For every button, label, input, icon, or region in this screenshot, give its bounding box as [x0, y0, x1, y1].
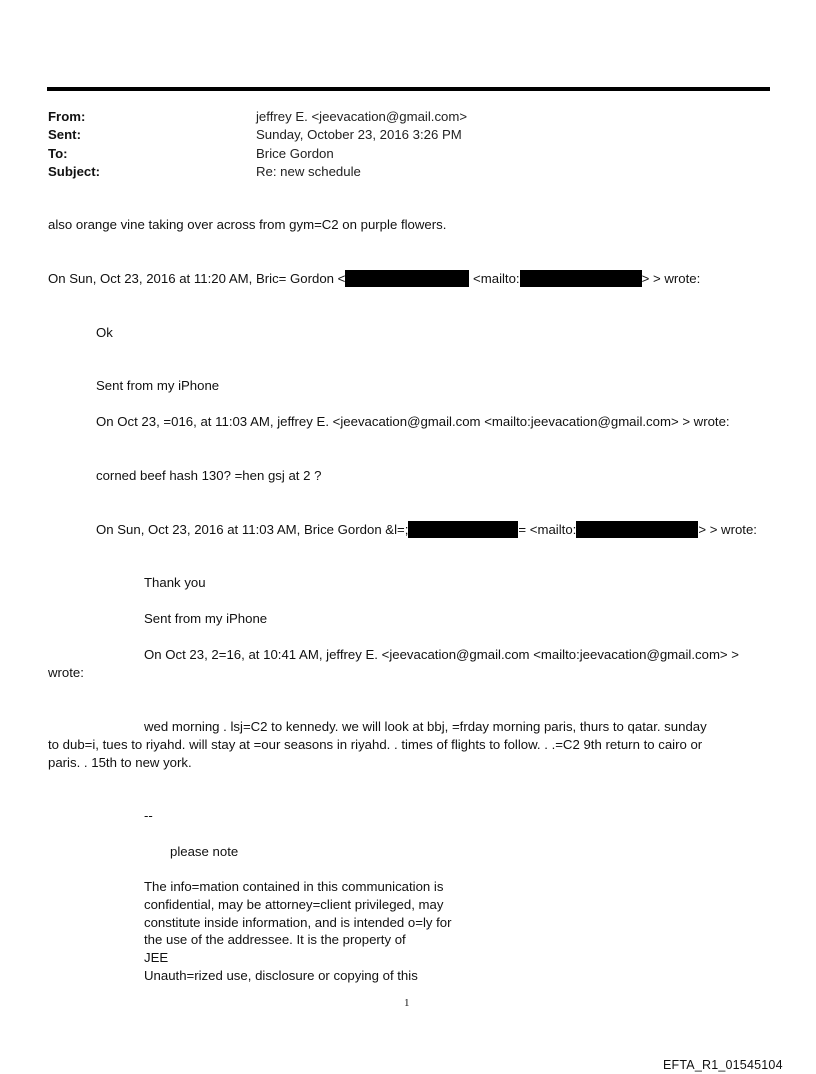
body-line-vine: also orange vine taking over across from gym=C2 on purple flowers.: [48, 217, 447, 232]
sent-from-iphone-2: Sent from my iPhone: [144, 611, 268, 626]
reply-header-1-suffix: > > wrote:: [641, 271, 701, 286]
reply-header-1-prefix: On Sun, Oct 23, 2016 at 11:20 AM, Bric= Gordon <: [48, 271, 346, 286]
reply-header-3-suffix: > > wrote:: [698, 522, 757, 537]
from-label: From:: [48, 109, 86, 124]
disclaimer-line-2: confidential, may be attorney=client privileged, may: [144, 897, 444, 912]
redaction-box: [520, 270, 642, 287]
page-number: 1: [404, 997, 410, 1009]
redaction-box: [576, 521, 698, 538]
subject-label: Subject:: [48, 164, 101, 179]
redaction-box: [345, 270, 469, 287]
sent-from-iphone-1: Sent from my iPhone: [96, 378, 220, 393]
schedule-line-2: to dub=i, tues to riyahd. will stay at =our seasons in riyahd. . times of flights to follow. . .=C2 9th return to cairo or: [48, 737, 703, 752]
reply-header-3-mid: = <mailto:: [518, 522, 577, 537]
disclaimer-line-3: constitute inside information, and is intended o=ly for: [144, 915, 452, 930]
reply-header-4-line1: On Oct 23, 2=16, at 10:41 AM, jeffrey E. <jeevacation@gmail.com <mailto:jeevacation@gmail.com> >: [144, 647, 739, 662]
document-id: EFTA_R1_01545104: [663, 1058, 783, 1072]
signature-dashes: --: [144, 808, 153, 823]
reply-header-1: [48, 270, 700, 287]
disclaimer-line-5: JEE: [144, 950, 169, 965]
sent-value: Sunday, October 23, 2016 3:26 PM: [256, 127, 462, 142]
disclaimer-line-1: The info=mation contained in this communication is: [144, 879, 444, 894]
sent-label: Sent:: [48, 127, 81, 142]
header-rule: [47, 87, 770, 91]
reply-header-4-line2: wrote:: [48, 665, 84, 680]
redaction-box: [408, 521, 518, 538]
body-ok: Ok: [96, 325, 113, 340]
reply-header-1-mid: <mailto:: [469, 271, 520, 286]
schedule-line-3: paris. . 15th to new york.: [48, 755, 192, 770]
reply-header-2: On Oct 23, =016, at 11:03 AM, jeffrey E. <jeevacation@gmail.com <mailto:jeevacation@gmail.com> > wrote:: [96, 414, 730, 429]
reply-header-3: [96, 521, 757, 538]
to-label: To:: [48, 146, 68, 161]
body-corned-beef: corned beef hash 130? =hen gsj at 2 ?: [96, 468, 322, 483]
from-value: jeffrey E. <jeevacation@gmail.com>: [256, 109, 468, 124]
please-note: please note: [170, 844, 239, 859]
schedule-line-1: wed morning . lsj=C2 to kennedy. we will look at bbj, =frday morning paris, thurs to qatar. sunday: [144, 719, 707, 734]
subject-value: Re: new schedule: [256, 164, 361, 179]
reply-header-3-prefix: On Sun, Oct 23, 2016 at 11:03 AM, Brice Gordon &l=;: [96, 522, 409, 537]
body-thank-you: Thank you: [144, 575, 206, 590]
to-value: Brice Gordon: [256, 146, 334, 161]
disclaimer-line-4: the use of the addressee. It is the property of: [144, 932, 406, 947]
disclaimer-line-6: Unauth=rized use, disclosure or copying of this: [144, 968, 418, 983]
